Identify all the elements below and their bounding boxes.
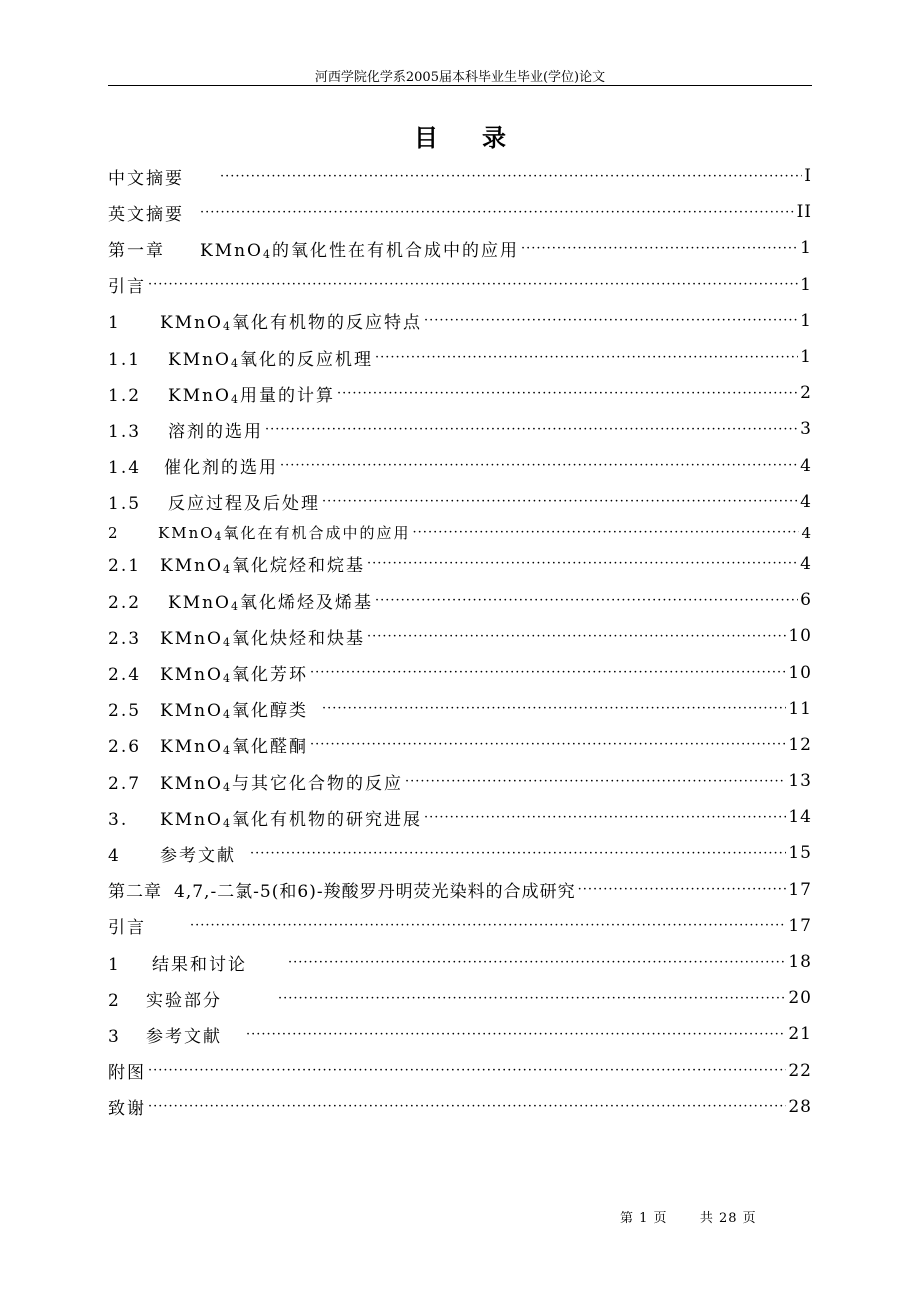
leader-dots	[278, 992, 786, 1005]
toc-page-number: 28	[788, 1096, 812, 1117]
toc-page-number: 1	[800, 347, 812, 368]
toc-page-number: 12	[788, 734, 812, 755]
toc-page-number: 4	[800, 553, 812, 574]
toc-entry[interactable]	[108, 484, 812, 520]
toc-page-number: 10	[788, 626, 812, 647]
toc-entry-label	[108, 200, 198, 225]
toc-number: 2.3	[108, 628, 142, 649]
toc-number: 1	[108, 954, 121, 975]
toc-entry[interactable]	[108, 230, 812, 266]
toc-entry[interactable]	[108, 520, 812, 546]
toc-page-number: 17	[788, 879, 812, 900]
toc-number: 1.2	[108, 385, 142, 406]
toc-entry[interactable]	[108, 980, 812, 1016]
toc-entry-label	[108, 489, 320, 514]
toc-title: 引言	[108, 277, 146, 298]
toc-title: 中文摘要	[108, 168, 184, 189]
toc-page-number: 20	[788, 988, 812, 1009]
leader-dots	[322, 702, 786, 715]
footer-total-pages: 共 28 页	[699, 1211, 757, 1226]
toc-page-number: 2	[800, 383, 812, 404]
toc-entry-label	[108, 236, 519, 261]
toc-page-number: 21	[788, 1024, 812, 1045]
toc-entry-label	[108, 732, 308, 757]
toc-entry[interactable]	[108, 1053, 812, 1089]
toc-number: 2.6	[108, 737, 142, 758]
leader-dots	[375, 351, 798, 364]
toc-title: KMnO$_4$氧化烯烃及烯基	[168, 592, 373, 613]
toc-entry[interactable]	[108, 691, 812, 727]
toc-number: 2	[108, 524, 120, 543]
leader-dots	[148, 278, 798, 291]
leader-dots	[413, 526, 800, 539]
toc-page-number: 11	[788, 698, 812, 719]
toc-entry[interactable]	[108, 944, 812, 980]
toc-number: 1.3	[108, 421, 142, 442]
toc-title: 结果和讨论	[152, 954, 247, 975]
leader-dots	[265, 423, 798, 436]
toc-entry-label	[108, 913, 188, 938]
toc-title: KMnO$_4$氧化醇类	[160, 701, 308, 722]
toc-entry[interactable]	[108, 654, 812, 690]
toc-number: 1	[108, 313, 121, 334]
page-footer	[620, 1207, 757, 1226]
toc-page-number: I	[804, 166, 812, 187]
toc-entry-label	[108, 522, 411, 543]
toc-number: 2.4	[108, 665, 142, 686]
toc-entry-label	[108, 345, 373, 370]
toc-title: KMnO$_4$的氧化性在有机合成中的应用	[200, 240, 519, 261]
table-of-contents	[108, 158, 812, 1125]
toc-entry-label	[108, 417, 263, 442]
leader-dots	[424, 811, 786, 824]
toc-number: 1.5	[108, 494, 142, 515]
toc-page-number: 13	[788, 771, 812, 792]
toc-entry-label	[108, 877, 576, 902]
toc-number: 2	[108, 990, 121, 1011]
toc-page-number: 3	[800, 419, 812, 440]
leader-dots	[424, 314, 798, 327]
toc-entry-label	[108, 1094, 146, 1119]
toc-page-number: 4	[801, 523, 812, 542]
toc-entry[interactable]	[108, 872, 812, 908]
toc-entry-label	[108, 381, 335, 406]
toc-number: 3	[108, 1026, 121, 1047]
leader-dots	[337, 387, 798, 400]
toc-title: KMnO$_4$氧化有机物的反应特点	[160, 313, 422, 334]
leader-dots	[578, 883, 787, 896]
toc-title: 催化剂的选用	[164, 458, 278, 479]
toc-number: 2.5	[108, 701, 142, 722]
page-title: 目录	[414, 123, 550, 152]
leader-dots	[200, 206, 795, 219]
toc-entry-label	[108, 986, 276, 1011]
header-rule	[108, 85, 812, 86]
toc-entry-label	[108, 551, 365, 576]
leader-dots	[367, 557, 798, 570]
leader-dots	[375, 594, 798, 607]
toc-page-number: 18	[788, 952, 812, 973]
leader-dots	[288, 956, 786, 969]
toc-page-number: 4	[800, 491, 812, 512]
toc-page-number: 6	[800, 590, 812, 611]
leader-dots	[148, 1100, 786, 1113]
leader-dots	[190, 919, 786, 932]
toc-title: 引言	[108, 918, 146, 939]
toc-number: 第一章	[108, 240, 165, 261]
toc-title: KMnO$_4$氧化炔烃和炔基	[160, 628, 365, 649]
toc-number: 2.2	[108, 592, 142, 613]
toc-entry[interactable]	[108, 267, 812, 303]
toc-entry-label	[108, 453, 278, 478]
toc-entry[interactable]	[108, 1089, 812, 1125]
toc-entry[interactable]	[108, 411, 812, 447]
toc-number: 3.	[108, 809, 129, 830]
toc-number: 1.1	[108, 349, 142, 370]
toc-entry[interactable]	[108, 375, 812, 411]
toc-title: 参考文献	[146, 1026, 222, 1047]
toc-entry-label	[108, 950, 286, 975]
toc-entry-label	[108, 588, 373, 613]
toc-entry[interactable]	[108, 158, 812, 194]
toc-number: 1.4	[108, 458, 142, 479]
toc-title: KMnO$_4$氧化芳环	[160, 665, 308, 686]
toc-title: 4,7,-二氯-5(和6)-羧酸罗丹明荧光染料的合成研究	[174, 882, 576, 903]
toc-number: 第二章	[108, 882, 162, 903]
toc-entry[interactable]	[108, 339, 812, 375]
toc-entry[interactable]	[108, 618, 812, 654]
toc-number: 2.1	[108, 556, 142, 577]
toc-entry[interactable]	[108, 763, 812, 799]
leader-dots	[310, 666, 786, 679]
toc-entry[interactable]	[108, 835, 812, 871]
toc-page-number: 14	[788, 807, 812, 828]
toc-entry[interactable]	[108, 799, 812, 835]
toc-title: 附图	[108, 1063, 146, 1084]
toc-entry[interactable]	[108, 582, 812, 618]
leader-dots	[148, 1064, 786, 1077]
toc-entry-label	[108, 272, 146, 297]
toc-entry[interactable]	[108, 1016, 812, 1052]
toc-title: KMnO$_4$与其它化合物的反应	[160, 773, 403, 794]
leader-dots	[246, 1028, 786, 1041]
toc-page-number: II	[796, 202, 812, 223]
toc-page-number: 1	[800, 274, 812, 295]
toc-entry[interactable]	[108, 448, 812, 484]
toc-title: 实验部分	[146, 990, 222, 1011]
toc-entry-label	[108, 1022, 244, 1047]
leader-dots	[250, 847, 786, 860]
toc-entry-label	[108, 841, 248, 866]
leader-dots	[280, 459, 798, 472]
toc-entry-label	[108, 624, 365, 649]
running-header: 河西学院化学系2005届本科毕业生毕业(学位)论文	[314, 70, 606, 85]
leader-dots	[220, 170, 802, 183]
toc-page-number: 1	[800, 310, 812, 331]
toc-title: KMnO$_4$氧化醛酮	[160, 737, 308, 758]
toc-title: 溶剂的选用	[168, 421, 263, 442]
leader-dots	[405, 775, 786, 788]
toc-entry[interactable]	[108, 303, 812, 339]
toc-number: 2.7	[108, 773, 142, 794]
toc-page-number: 17	[788, 915, 812, 936]
leader-dots	[322, 495, 798, 508]
toc-page-number: 10	[788, 662, 812, 683]
footer-page-number: 第 1 页	[620, 1211, 668, 1226]
toc-entry-label	[108, 769, 403, 794]
toc-entry-label	[108, 1058, 146, 1083]
toc-title: KMnO$_4$氧化烷烃和烷基	[160, 556, 365, 577]
toc-title: KMnO$_4$氧化有机物的研究进展	[160, 809, 422, 830]
leader-dots	[367, 630, 786, 643]
toc-title: 参考文献	[160, 845, 236, 866]
toc-entry[interactable]	[108, 908, 812, 944]
leader-dots	[521, 242, 798, 255]
toc-entry[interactable]	[108, 194, 812, 230]
toc-title: 英文摘要	[108, 204, 184, 225]
toc-entry-label	[108, 660, 308, 685]
toc-entry-label	[108, 164, 218, 189]
toc-title: KMnO$_4$氧化的反应机理	[168, 349, 373, 370]
toc-page-number: 1	[800, 238, 812, 259]
toc-title: 致谢	[108, 1099, 146, 1120]
toc-entry[interactable]	[108, 727, 812, 763]
toc-entry-label	[108, 696, 320, 721]
leader-dots	[310, 738, 786, 751]
toc-entry-label	[108, 805, 422, 830]
toc-page-number: 22	[788, 1060, 812, 1081]
toc-entry[interactable]	[108, 546, 812, 582]
toc-entry-label	[108, 308, 422, 333]
toc-number: 4	[108, 845, 121, 866]
toc-title: KMnO$_4$氧化在有机合成中的应用	[158, 524, 411, 544]
toc-title: 反应过程及后处理	[168, 494, 320, 515]
toc-page-number: 4	[800, 455, 812, 476]
toc-page-number: 15	[788, 843, 812, 864]
toc-title: KMnO$_4$用量的计算	[168, 385, 335, 406]
